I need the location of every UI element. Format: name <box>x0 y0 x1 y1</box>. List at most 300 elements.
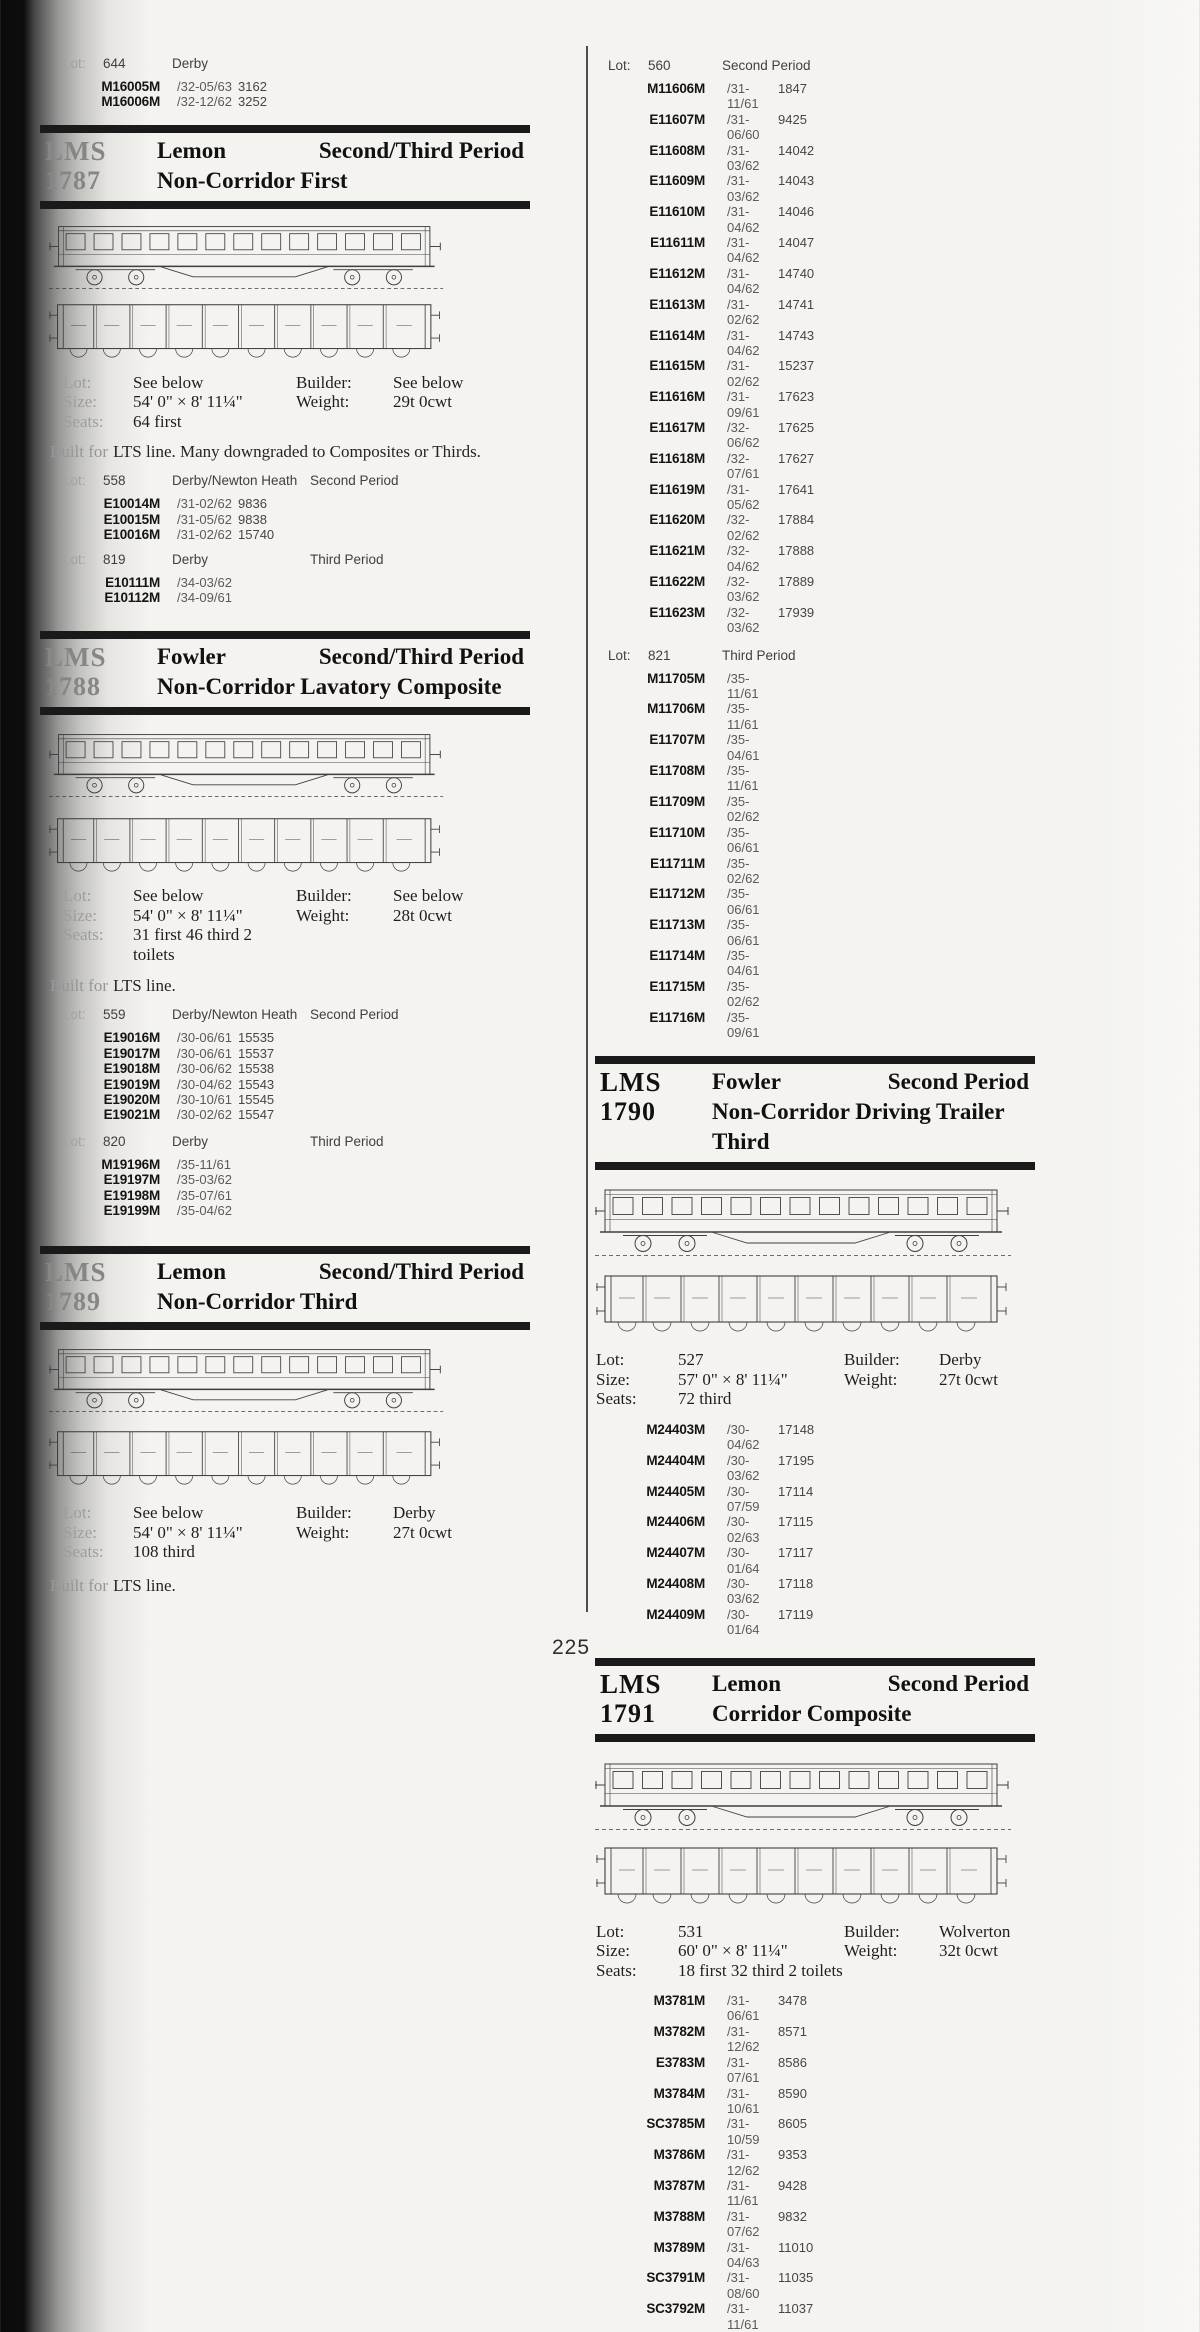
previous-number: 9836 <box>238 496 267 512</box>
coach-row <box>595 574 1035 605</box>
withdrawal-date: /35-04/62 <box>177 1203 232 1218</box>
lot-label: Lot: <box>608 647 631 663</box>
note-rest: LTS line. <box>113 976 176 996</box>
previous-number: 9832 <box>778 2208 807 2224</box>
coach-row <box>40 1046 530 1061</box>
coach-number: E10015M <box>103 511 160 527</box>
previous-number: 17625 <box>778 419 815 435</box>
designer-name: Lemon <box>712 1670 781 1696</box>
previous-number <box>778 701 1035 732</box>
coach-number: M11606M <box>647 81 705 96</box>
coach-row <box>595 886 1035 917</box>
withdrawal-date: /30-06/62 <box>177 1061 232 1077</box>
previous-number: 15547 <box>238 1107 275 1123</box>
builder-value: Derby <box>939 1350 982 1370</box>
withdrawal-date: /35-02/62 <box>727 793 760 825</box>
builder-label: Builder: <box>296 886 352 906</box>
lot-label: Lot: <box>63 551 86 567</box>
coach-row <box>595 358 1035 389</box>
coach-row <box>40 1157 530 1172</box>
period-label: Second Period <box>887 1670 1029 1696</box>
previous-number: 15740 <box>238 527 275 543</box>
lot-block-1790-numbers <box>595 1422 1035 1638</box>
coach-row <box>595 2178 1035 2209</box>
spacer <box>296 1542 393 1562</box>
coach-row <box>595 2147 1035 2178</box>
coach-number: M3789M <box>653 2239 705 2255</box>
coach-number: E11614M <box>649 327 705 343</box>
lot-header <box>40 1132 530 1152</box>
previous-number <box>778 825 1035 856</box>
coach-row <box>40 94 530 109</box>
coach-row <box>595 1422 1035 1453</box>
withdrawal-date: /35-11/61 <box>177 1156 231 1172</box>
coach-row <box>595 1484 1035 1515</box>
lot-header <box>595 56 1035 76</box>
lot-label: Lot: <box>63 372 92 392</box>
withdrawal-date: /32-06/62 <box>727 419 760 451</box>
coach-type: Non-Corridor Lavatory Composite <box>157 674 502 700</box>
coach-number: E19198M <box>103 1187 160 1203</box>
coach-row <box>595 512 1035 543</box>
withdrawal-date: /32-05/63 <box>177 79 232 94</box>
coach-number: E11710M <box>649 824 705 840</box>
lot-block-821 <box>595 646 1035 1041</box>
coach-number: E11711M <box>650 855 705 871</box>
coach-row <box>595 948 1035 979</box>
previous-number: 14042 <box>778 142 815 158</box>
right-column <box>595 48 1035 2332</box>
coach-number: E11713M <box>649 917 705 933</box>
weight-value: 29t 0cwt <box>393 392 453 412</box>
coach-number: E11607M <box>649 111 705 127</box>
withdrawal-date: /30-06/61 <box>177 1045 232 1061</box>
coach-row <box>595 2116 1035 2147</box>
coach-number: E11611M <box>650 235 705 251</box>
coach-number: M16006M <box>101 94 160 110</box>
lot-header <box>40 1005 530 1025</box>
coach-row <box>40 1107 530 1122</box>
previous-number: 17115 <box>778 1514 814 1530</box>
withdrawal-date: /30-01/64 <box>727 1606 760 1638</box>
railway-code: LMS <box>45 642 107 673</box>
coach-number: E19019M <box>103 1076 160 1092</box>
weight-label: Weight: <box>844 1369 898 1389</box>
section-title <box>40 639 530 707</box>
side-elevation-drawing <box>48 727 448 799</box>
builder-name: Derby <box>172 1133 209 1149</box>
weight-label: Weight: <box>296 905 350 925</box>
previous-number: 15545 <box>238 1091 275 1107</box>
seats-value: 72 third <box>678 1389 732 1409</box>
withdrawal-date: /35-04/61 <box>727 732 760 763</box>
size-label: Size: <box>596 1941 630 1961</box>
coach-number: E19016M <box>103 1030 160 1046</box>
coach-row <box>595 671 1035 702</box>
withdrawal-date: /31-12/62 <box>727 2023 760 2055</box>
withdrawal-date: /32-03/62 <box>727 574 760 605</box>
seats-label: Seats: <box>596 1389 637 1409</box>
lot-header <box>40 54 530 74</box>
coach-number: E19197M <box>103 1172 160 1188</box>
lot-block-644 <box>40 54 530 110</box>
withdrawal-date: /34-09/61 <box>177 589 232 605</box>
seats-label: Seats: <box>596 1960 637 1980</box>
lot-value: 531 <box>678 1921 704 1941</box>
withdrawal-date: /34-03/62 <box>177 574 232 590</box>
plan-view-drawing <box>48 813 448 874</box>
previous-number: 1847 <box>778 81 807 96</box>
coach-row <box>595 389 1035 420</box>
plan-view-drawing <box>48 1426 448 1487</box>
coach-row <box>595 2086 1035 2117</box>
withdrawal-date: /32-07/61 <box>727 450 760 482</box>
section-header-1787 <box>40 125 530 209</box>
period-label: Second/Third Period <box>318 644 524 670</box>
previous-number <box>778 856 1035 887</box>
coach-row <box>595 2301 1035 2332</box>
withdrawal-date: /35-06/61 <box>727 886 760 917</box>
withdrawal-date: /35-03/62 <box>177 1172 232 1188</box>
withdrawal-date: /35-11/61 <box>727 670 759 702</box>
section-header-1788 <box>40 631 530 715</box>
builder-label: Builder: <box>844 1350 900 1370</box>
withdrawal-date: /31-12/62 <box>727 2147 760 2178</box>
coach-number: M11706M <box>647 701 705 717</box>
withdrawal-date: /31-04/62 <box>727 204 760 235</box>
previous-number: 17623 <box>778 389 815 405</box>
previous-number: 17118 <box>778 1575 814 1591</box>
period-name: Second Period <box>310 473 399 489</box>
lot-number: 560 <box>648 58 671 73</box>
coach-row <box>595 112 1035 143</box>
coach-number: E11708M <box>649 763 705 779</box>
withdrawal-date: /31-07/62 <box>727 2208 760 2240</box>
withdrawal-date: /31-08/60 <box>727 2270 760 2301</box>
previous-number: 11035 <box>778 2270 814 2286</box>
previous-number: 9425 <box>778 111 807 127</box>
previous-number: 8605 <box>778 2116 807 2132</box>
size-label: Size: <box>596 1369 630 1389</box>
withdrawal-date: /31-06/60 <box>727 111 760 143</box>
coach-row <box>40 575 530 590</box>
coach-number: E11618M <box>649 450 705 466</box>
coach-number: E3783M <box>655 2054 705 2070</box>
weight-label: Weight: <box>296 1522 350 1542</box>
withdrawal-date: /30-04/62 <box>177 1076 232 1092</box>
section-header-1791 <box>595 1658 1035 1742</box>
previous-number <box>238 1188 530 1203</box>
section-header-1790 <box>595 1056 1035 1170</box>
previous-number <box>778 948 1035 979</box>
size-value: 60' 0" × 8' 11¼" <box>678 1941 788 1961</box>
section-title <box>40 133 530 201</box>
coach-row <box>40 1188 530 1203</box>
coach-row <box>595 794 1035 825</box>
diagram-number: 1789 <box>45 1287 101 1317</box>
section-title <box>40 1254 530 1322</box>
seats-label: Seats: <box>63 925 104 945</box>
coach-number: E19021M <box>103 1107 160 1123</box>
lot-number: 819 <box>103 551 126 567</box>
seats-value: 31 first 46 third 2 toilets <box>133 925 252 964</box>
seats-label: Seats: <box>63 411 104 431</box>
builder-label: Builder: <box>296 1503 352 1523</box>
coach-row <box>595 81 1035 112</box>
spacer <box>296 412 393 432</box>
period-name: Third Period <box>310 551 384 567</box>
previous-number: 9353 <box>778 2147 807 2163</box>
coach-rows <box>40 496 530 542</box>
note-lead: Built for <box>50 1575 109 1595</box>
lot-value: See below <box>133 1503 204 1523</box>
coach-number: E11616M <box>649 389 705 405</box>
lot-label: Lot: <box>63 886 92 906</box>
previous-number: 8586 <box>778 2054 807 2070</box>
coach-number: E11619M <box>649 481 705 497</box>
weight-value: 27t 0cwt <box>393 1522 453 1542</box>
previous-number: 9428 <box>778 2177 807 2193</box>
coach-row <box>40 79 530 94</box>
coach-number: E11608M <box>649 142 705 158</box>
withdrawal-date: /31-02/62 <box>727 358 760 389</box>
plan-view-drawing <box>595 1842 1015 1906</box>
plan-view-drawing <box>48 299 448 360</box>
coach-number: M16005M <box>101 79 160 94</box>
withdrawal-date: /32-04/62 <box>727 543 760 574</box>
left-column <box>40 48 530 1596</box>
withdrawal-date: /31-11/61 <box>727 81 759 112</box>
lot-label: Lot: <box>596 1921 625 1941</box>
coach-number: E19199M <box>103 1203 160 1218</box>
previous-number <box>778 732 1035 763</box>
coach-rows <box>40 1030 530 1122</box>
coach-number: E11620M <box>649 512 705 528</box>
coach-number: E11615M <box>649 358 705 374</box>
weight-label: Weight: <box>844 1941 898 1961</box>
coach-number: E19017M <box>103 1045 160 1061</box>
coach-type: Non-Corridor First <box>157 167 348 193</box>
coach-rows <box>40 1157 530 1219</box>
coach-rows <box>40 575 530 606</box>
seats-value: 108 third <box>133 1542 195 1562</box>
period-label: Second/Third Period <box>318 1259 524 1285</box>
previous-number <box>778 671 1035 702</box>
coach-number: SC3791M <box>646 2270 705 2286</box>
coach-row <box>40 512 530 527</box>
period-name: Third Period <box>722 647 796 663</box>
size-label: Size: <box>63 392 97 412</box>
lot-label: Lot: <box>608 58 631 73</box>
previous-number: 3252 <box>238 94 267 110</box>
spacer <box>296 925 393 964</box>
rule-bar <box>40 125 530 133</box>
previous-number <box>238 575 530 590</box>
coach-number: E10111M <box>105 574 160 590</box>
previous-number: 17641 <box>778 481 815 497</box>
coach-row <box>595 701 1035 732</box>
rule-bar <box>595 1162 1035 1170</box>
weight-value: 28t 0cwt <box>393 905 453 925</box>
coach-type: Corridor Composite <box>712 1700 912 1726</box>
coach-row <box>40 496 530 511</box>
coach-row <box>595 917 1035 948</box>
coach-row <box>595 2240 1035 2271</box>
coach-row <box>595 2270 1035 2301</box>
coach-number: M3781M <box>653 1993 705 2009</box>
size-value: 54' 0" × 8' 11¼" <box>133 905 243 925</box>
lot-label: Lot: <box>63 1007 86 1023</box>
withdrawal-date: /30-02/63 <box>727 1514 760 1545</box>
spacer <box>393 412 530 432</box>
details-block <box>40 1503 530 1562</box>
coach-row <box>595 328 1035 359</box>
withdrawal-date: /32-12/62 <box>177 94 232 110</box>
size-value: 54' 0" × 8' 11¼" <box>133 1522 243 1542</box>
previous-number: 17889 <box>778 574 815 589</box>
previous-number: 8571 <box>778 2023 807 2039</box>
coach-row <box>595 482 1035 513</box>
coach-number: M3786M <box>653 2147 705 2163</box>
size-value: 57' 0" × 8' 11¼" <box>678 1369 788 1389</box>
withdrawal-date: /31-06/61 <box>727 1993 760 2024</box>
coach-row <box>595 266 1035 297</box>
previous-number: 14741 <box>778 296 815 312</box>
coach-number: M24406M <box>646 1514 705 1530</box>
coach-number: E11613M <box>649 296 705 312</box>
coach-rows <box>595 1422 1035 1638</box>
lot-value: See below <box>133 886 204 906</box>
previous-number: 15237 <box>778 358 815 374</box>
withdrawal-date: /35-09/61 <box>727 1009 760 1040</box>
rule-bar <box>40 707 530 715</box>
coach-number: E11612M <box>649 265 705 281</box>
coach-number: M3784M <box>653 2085 705 2101</box>
coach-row <box>595 2024 1035 2055</box>
withdrawal-date: /35-06/61 <box>727 824 760 856</box>
size-label: Size: <box>63 1522 97 1542</box>
withdrawal-date: /30-02/62 <box>177 1107 232 1123</box>
designer-name: Fowler <box>157 644 226 670</box>
coach-number: M11705M <box>647 670 705 686</box>
withdrawal-date: /31-05/62 <box>727 481 760 512</box>
coach-number: E11621M <box>649 543 705 559</box>
coach-row <box>595 1576 1035 1607</box>
withdrawal-date: /31-03/62 <box>727 142 760 174</box>
previous-number: 17117 <box>778 1545 814 1561</box>
coach-row <box>595 605 1035 636</box>
size-value: 54' 0" × 8' 11¼" <box>133 392 243 412</box>
lot-number: 558 <box>103 473 126 489</box>
previous-number: 3162 <box>238 79 267 94</box>
coach-number: E10112M <box>104 589 160 605</box>
rule-bar <box>595 1056 1035 1064</box>
withdrawal-date: /31-04/62 <box>727 265 760 297</box>
spacer <box>393 925 530 964</box>
withdrawal-date: /31-11/61 <box>727 2301 759 2332</box>
note-lead: Built for <box>50 442 109 462</box>
coach-row <box>595 2209 1035 2240</box>
withdrawal-date: /35-02/62 <box>727 978 760 1010</box>
previous-number: 17114 <box>778 1483 814 1499</box>
coach-number: M3787M <box>653 2177 705 2193</box>
diagram-number: 1788 <box>45 672 101 702</box>
details-block <box>40 373 530 432</box>
coach-number: E19018M <box>103 1061 160 1077</box>
coach-row <box>40 1092 530 1107</box>
coach-type: Non-Corridor Third <box>157 1289 358 1315</box>
coach-number: M24408M <box>646 1575 705 1591</box>
spacer <box>939 1389 1035 1409</box>
previous-number: 14743 <box>778 327 815 343</box>
lot-header <box>40 471 530 491</box>
rule-bar <box>40 201 530 209</box>
previous-number: 9838 <box>238 511 267 527</box>
coach-row <box>595 1607 1035 1638</box>
weight-value: 27t 0cwt <box>939 1369 999 1389</box>
builder-label: Builder: <box>296 372 352 392</box>
coach-row <box>595 143 1035 174</box>
coach-row <box>595 1453 1035 1484</box>
section-title <box>595 1064 1035 1162</box>
previous-number <box>778 917 1035 948</box>
coach-row <box>40 1203 530 1218</box>
coach-number: E11622M <box>649 574 705 589</box>
previous-number: 17884 <box>778 512 815 528</box>
withdrawal-date: /31-10/59 <box>727 2116 760 2147</box>
withdrawal-date: /35-11/61 <box>727 701 759 732</box>
rule-bar <box>40 1322 530 1330</box>
coach-row <box>595 420 1035 451</box>
coach-number: SC3792M <box>646 2301 705 2317</box>
period-label: Second/Third Period <box>318 137 524 163</box>
coach-rows <box>595 81 1035 636</box>
note-rest: LTS line. Many downgraded to Composites or Thirds. <box>113 442 481 462</box>
lot-label: Lot: <box>596 1350 625 1370</box>
lot-block-819 <box>40 550 530 606</box>
railway-code: LMS <box>600 1668 662 1699</box>
designer-name: Lemon <box>157 1259 226 1285</box>
previous-number: 15538 <box>238 1061 275 1077</box>
coach-number: M24403M <box>646 1421 705 1437</box>
coach-row <box>595 732 1035 763</box>
withdrawal-date: /30-10/61 <box>177 1091 232 1107</box>
previous-number <box>778 794 1035 825</box>
previous-number <box>238 590 530 605</box>
coach-number: E11709M <box>649 793 705 809</box>
previous-number <box>778 763 1035 794</box>
builder-value: See below <box>393 372 464 392</box>
coach-number: M24405M <box>646 1483 705 1499</box>
withdrawal-date: /35-06/61 <box>727 917 760 948</box>
spacer <box>939 1961 1035 1981</box>
coach-number: E11712M <box>649 886 705 902</box>
withdrawal-date: /31-02/62 <box>727 296 760 328</box>
coach-rows <box>40 79 530 110</box>
coach-row <box>595 297 1035 328</box>
builder-value: Derby <box>393 1503 436 1523</box>
period-name: Second Period <box>310 1007 399 1023</box>
rule-bar <box>595 1734 1035 1742</box>
note-text <box>40 1576 530 1596</box>
coach-number: M19196M <box>101 1156 160 1172</box>
withdrawal-date: /31-09/61 <box>727 389 760 420</box>
weight-label: Weight: <box>296 392 350 412</box>
note-lead: Built for <box>50 976 109 996</box>
lot-number: 644 <box>103 56 126 71</box>
previous-number: 8590 <box>778 2085 807 2101</box>
lot-label: Lot: <box>63 56 86 71</box>
